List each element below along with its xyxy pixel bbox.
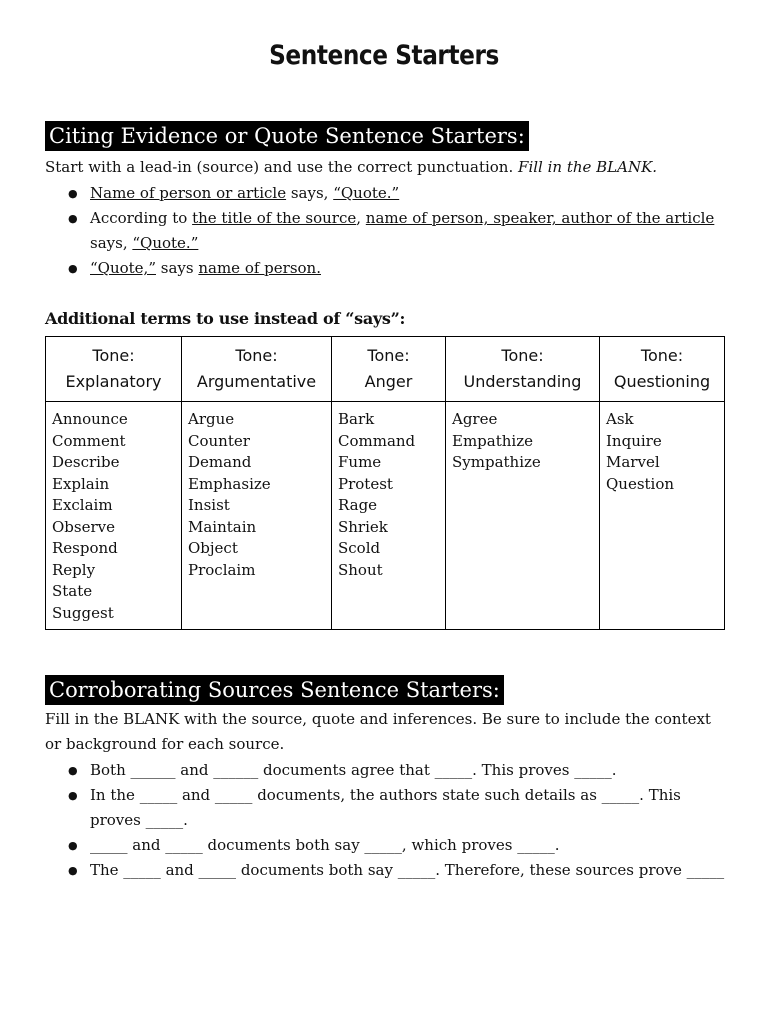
tone-label: Tone: xyxy=(640,346,684,365)
citing-evidence-intro xyxy=(45,155,725,180)
term: Argue xyxy=(188,410,235,428)
tone-name: Argumentative xyxy=(196,372,317,391)
list-item-text: Both ______ and ______ documents agree that _____. This proves _____. xyxy=(90,761,617,779)
page-title: Sentence Starters xyxy=(269,40,499,71)
segment: “Quote,” xyxy=(90,259,156,277)
tone-name: Questioning xyxy=(613,372,711,391)
understanding-words-cell xyxy=(446,402,600,630)
term: Rage xyxy=(338,496,378,514)
bullet-icon: ● xyxy=(68,187,78,200)
term: Reply xyxy=(52,560,96,579)
term: Insist xyxy=(188,496,230,514)
intro-italic-text: Fill in the BLANK. xyxy=(518,158,658,176)
list-item xyxy=(45,206,725,256)
tone-header-argumentative xyxy=(182,337,332,402)
term: Exclaim xyxy=(52,496,113,514)
term: Shout xyxy=(338,560,383,579)
term: Maintain xyxy=(188,517,257,536)
term: Announce xyxy=(52,410,128,428)
term: Empathize xyxy=(452,431,533,450)
term: Respond xyxy=(52,539,118,557)
term: Protest xyxy=(338,474,393,493)
table-header-row xyxy=(46,337,725,402)
segment: Name of person or article xyxy=(90,184,287,202)
table-row xyxy=(46,402,725,630)
citing-evidence-heading: Citing Evidence or Quote Sentence Starters: xyxy=(45,121,529,151)
tone-header-questioning xyxy=(600,337,725,402)
bullet-icon: ● xyxy=(68,789,78,802)
term: Ask xyxy=(606,410,634,428)
segment: name of person. xyxy=(198,259,321,277)
term: Demand xyxy=(188,453,252,471)
tone-label: Tone: xyxy=(367,346,410,365)
tone-label: Tone: xyxy=(235,346,278,365)
segment: says xyxy=(156,259,199,277)
corroborating-sources-heading: Corroborating Sources Sentence Starters: xyxy=(45,675,504,705)
term: Agree xyxy=(452,410,498,428)
bullet-icon: ● xyxy=(68,262,78,275)
term: Question xyxy=(606,474,675,493)
list-item xyxy=(45,783,725,833)
tone-label: Tone: xyxy=(501,346,544,365)
bullet-icon: ● xyxy=(68,864,78,877)
segment: the title of the source xyxy=(192,209,357,227)
list-item xyxy=(45,758,725,783)
segment: “Quote.” xyxy=(132,234,199,252)
segment: says, xyxy=(90,234,133,252)
argumentative-words-cell xyxy=(182,402,332,630)
term: Bark xyxy=(338,410,375,428)
list-item-text: In the _____ and _____ documents, the authors state such details as _____. This proves _____. xyxy=(90,786,681,829)
term: Counter xyxy=(188,431,250,450)
tone-header-explanatory xyxy=(46,337,182,402)
intro-text: Start with a lead-in (source) and use the correct punctuation. xyxy=(45,158,514,176)
tone-terms-table xyxy=(45,336,725,630)
segment: name of person, speaker, author of the article xyxy=(365,209,715,227)
corroborating-sources-list xyxy=(45,758,725,883)
segment: “Quote.” xyxy=(333,184,400,202)
term: Scold xyxy=(338,539,381,557)
explanatory-words-cell xyxy=(46,402,182,630)
term: Inquire xyxy=(606,431,662,450)
term: Fume xyxy=(338,453,382,471)
tone-name: Understanding xyxy=(463,372,582,391)
citing-evidence-list xyxy=(45,181,725,281)
term: Comment xyxy=(52,431,126,450)
list-item xyxy=(45,256,725,281)
tone-name: Anger xyxy=(364,372,413,391)
term: Object xyxy=(188,539,238,557)
bullet-icon: ● xyxy=(68,212,78,225)
segment: , xyxy=(356,209,366,227)
term: Observe xyxy=(52,517,115,536)
segment: According to xyxy=(90,209,193,227)
segment: says, xyxy=(286,184,334,202)
tone-header-anger xyxy=(332,337,446,402)
corroborating-sources-intro: Fill in the BLANK with the source, quote and inferences. Be sure to include the context or background for each source. xyxy=(45,710,711,753)
list-item xyxy=(45,858,725,883)
term: Explain xyxy=(52,474,110,493)
term: Shriek xyxy=(338,517,388,536)
bullet-icon: ● xyxy=(68,839,78,852)
bullet-icon: ● xyxy=(68,764,78,777)
questioning-words-cell xyxy=(600,402,725,630)
list-item-text: The _____ and _____ documents both say _____. Therefore, these sources prove _____ xyxy=(90,861,725,879)
term: Proclaim xyxy=(188,560,256,579)
term: Describe xyxy=(52,453,120,471)
term: Sympathize xyxy=(452,453,541,471)
tone-name: Explanatory xyxy=(65,372,162,391)
tone-label: Tone: xyxy=(92,346,135,365)
term: Emphasize xyxy=(188,474,271,493)
list-item-text: _____ and _____ documents both say _____, which proves _____. xyxy=(90,836,560,854)
term: Marvel xyxy=(606,453,660,471)
tone-header-understanding xyxy=(446,337,600,402)
term: Command xyxy=(338,431,416,450)
term: State xyxy=(52,582,93,600)
anger-words-cell xyxy=(332,402,446,630)
term: Suggest xyxy=(52,603,114,622)
list-item xyxy=(45,833,725,858)
additional-terms-heading: Additional terms to use instead of “says”: xyxy=(45,309,406,328)
list-item xyxy=(45,181,725,206)
